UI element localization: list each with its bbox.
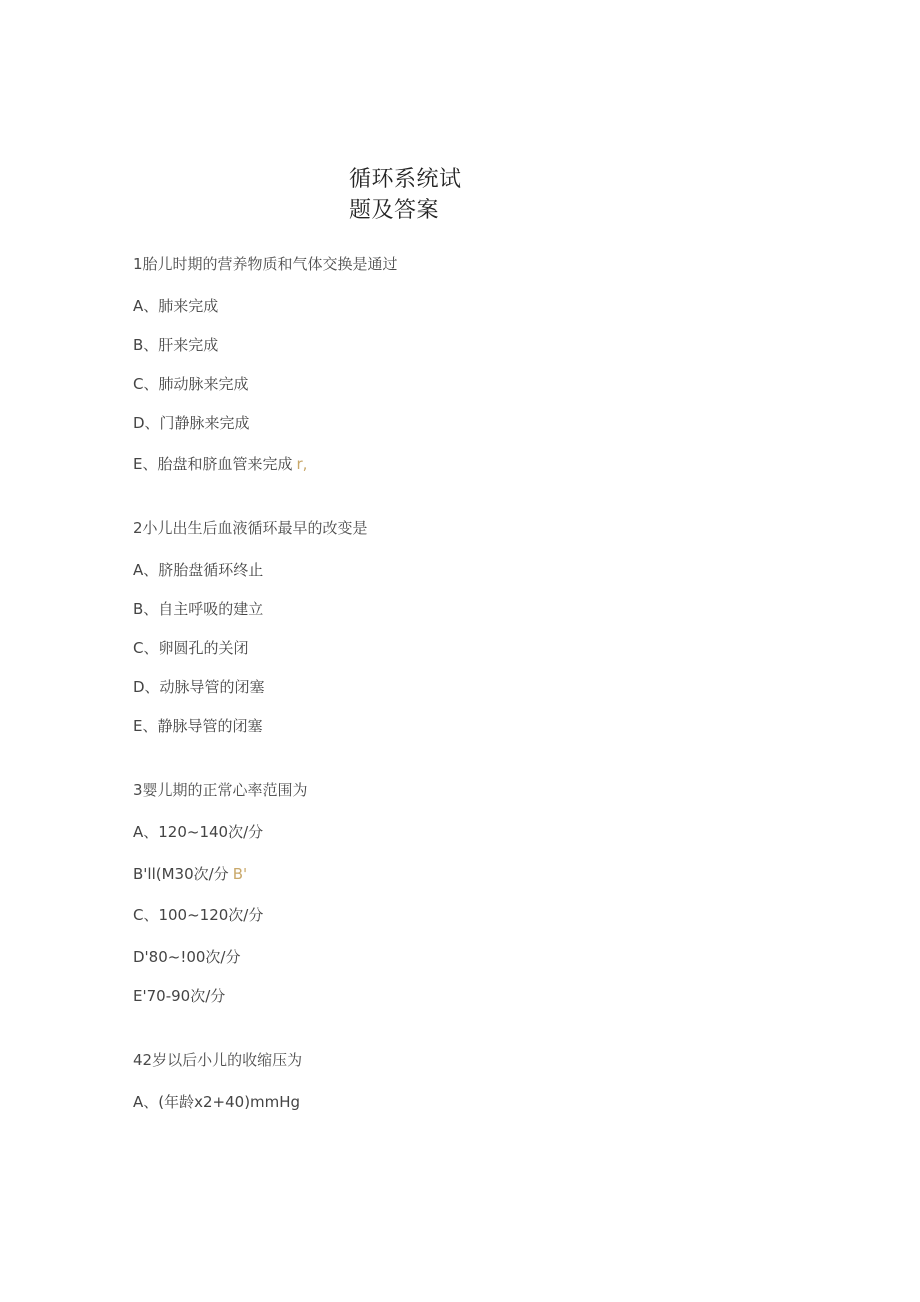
question-2-option-d: D、动脉导管的闭塞: [133, 678, 265, 696]
question-4-stem: 42岁以后小儿的收缩压为: [133, 1051, 303, 1069]
question-2-option-b: B、自主呼吸的建立: [133, 600, 264, 618]
answer-mark: B': [232, 865, 248, 883]
question-2-option-c: C、卵圆孔的关闭: [133, 639, 249, 657]
question-3-option-b-text: B'll(M30次/分: [133, 865, 229, 883]
question-1-option-e: [133, 454, 307, 474]
question-3-stem: 3婴儿期的正常心率范围为: [133, 781, 308, 799]
question-4-option-a: A、(年龄x2+40)mmHg: [133, 1093, 301, 1111]
question-1-option-a: A、肺来完成: [133, 297, 219, 315]
question-1-option-c: C、肺动脉来完成: [133, 375, 249, 393]
question-1-option-b: B、肝来完成: [133, 336, 219, 354]
question-1-option-e-text: E、胎盘和脐血管来完成: [133, 455, 293, 473]
answer-mark: r,: [296, 455, 308, 473]
question-2-stem: 2小儿出生后血液循环最早的改变是: [133, 519, 368, 537]
question-3-option-e: E'70-90次/分: [133, 987, 226, 1005]
question-2-option-e: E、静脉导管的闭塞: [133, 717, 263, 735]
title-line-1: 循环系统试: [349, 167, 462, 192]
question-3-option-c: C、100~120次/分: [133, 906, 264, 924]
question-1-option-d: D、门静脉来完成: [133, 414, 250, 432]
question-3-option-b: [133, 864, 247, 884]
title-line-2: 题及答案: [349, 198, 440, 223]
question-2-option-a: A、脐胎盘循环终止: [133, 561, 264, 579]
document-title: [349, 164, 462, 226]
question-3-option-d: D'80~!00次/分: [133, 948, 241, 966]
question-1-stem: 1胎儿时期的营养物质和气体交换是通过: [133, 255, 398, 273]
question-3-option-a: A、120~140次/分: [133, 823, 264, 841]
